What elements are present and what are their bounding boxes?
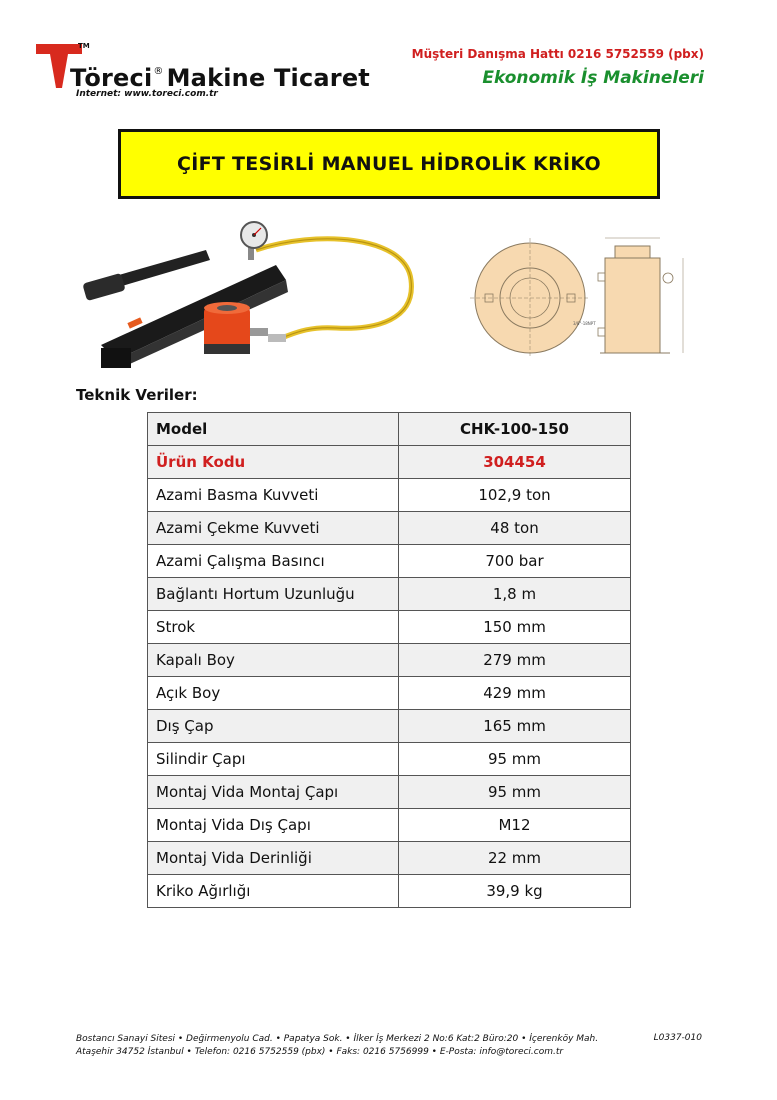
table-row <box>148 809 631 842</box>
spec-label: Montaj Vida Derinliği <box>148 842 399 875</box>
table-row <box>148 842 631 875</box>
spec-value: 1,8 m <box>399 578 631 611</box>
table-row <box>148 875 631 908</box>
spec-table <box>147 412 631 908</box>
table-row <box>148 776 631 809</box>
spec-value: 150 mm <box>399 611 631 644</box>
table-row <box>148 512 631 545</box>
table-header-row <box>148 413 631 446</box>
table-row <box>148 578 631 611</box>
spec-label: Bağlantı Hortum Uzunluğu <box>148 578 399 611</box>
spec-label: Kriko Ağırlığı <box>148 875 399 908</box>
product-code-row <box>148 446 631 479</box>
document-title: ÇİFT TESİRLİ MANUEL HİDROLİK KRİKO <box>118 129 660 199</box>
spec-label: Strok <box>148 611 399 644</box>
document-number: L0337-010 <box>653 1033 702 1043</box>
footer-line-2: Ataşehir 34752 İstanbul • Telefon: 0216 5752559 (pbx) • Faks: 0216 5756999 • E-Posta: info@toreci.com.tr <box>76 1047 564 1057</box>
spec-label: Azami Çekme Kuvveti <box>148 512 399 545</box>
trademark-mark: TM <box>78 42 90 50</box>
model-label: Model <box>148 413 399 446</box>
table-row <box>148 710 631 743</box>
brand-primary: Töreci <box>70 64 153 92</box>
spec-label: Montaj Vida Montaj Çapı <box>148 776 399 809</box>
spec-value: 48 ton <box>399 512 631 545</box>
product-code-label: Ürün Kodu <box>148 446 399 479</box>
brand-secondary: Makine Ticaret <box>166 64 370 92</box>
spec-value: 700 bar <box>399 545 631 578</box>
company-slogan: Ekonomik İş Makineleri <box>482 68 704 88</box>
spec-label: Silindir Çapı <box>148 743 399 776</box>
product-code-value: 304454 <box>399 446 631 479</box>
registered-mark: ® <box>153 66 164 77</box>
footer-line-1: Bostancı Sanayi Sitesi • Değirmenyolu Cad. • Papatya Sok. • İlker İş Merkezi 2 No:6 Kat:2 Büro:20 • İçerenköy Mah. <box>76 1034 599 1044</box>
spec-value: 39,9 kg <box>399 875 631 908</box>
table-row <box>148 743 631 776</box>
spec-value: 429 mm <box>399 677 631 710</box>
footer-address <box>76 1033 598 1059</box>
spec-label: Azami Basma Kuvveti <box>148 479 399 512</box>
spec-label: Montaj Vida Dış Çapı <box>148 809 399 842</box>
spec-label: Kapalı Boy <box>148 644 399 677</box>
table-row <box>148 677 631 710</box>
table-row <box>148 479 631 512</box>
hydraulic-jack-product-image <box>76 210 436 380</box>
spec-value: 279 mm <box>399 644 631 677</box>
table-row <box>148 644 631 677</box>
model-value: CHK-100-150 <box>399 413 631 446</box>
website-link[interactable]: Internet: www.toreci.com.tr <box>76 89 218 99</box>
spec-label: Dış Çap <box>148 710 399 743</box>
spec-value: 22 mm <box>399 842 631 875</box>
spec-value: 165 mm <box>399 710 631 743</box>
technical-drawing-image <box>455 218 690 368</box>
spec-value: 95 mm <box>399 743 631 776</box>
section-label: Teknik Veriler: <box>76 386 198 404</box>
spec-label: Azami Çalışma Basıncı <box>148 545 399 578</box>
brand-name <box>70 64 370 92</box>
table-row <box>148 545 631 578</box>
spec-value: 95 mm <box>399 776 631 809</box>
table-row <box>148 611 631 644</box>
spec-value: M12 <box>399 809 631 842</box>
spec-label: Açık Boy <box>148 677 399 710</box>
customer-hotline: Müşteri Danışma Hattı 0216 5752559 (pbx) <box>411 47 704 61</box>
spec-value: 102,9 ton <box>399 479 631 512</box>
port-size-label: 3/8"-18NPT <box>573 321 596 326</box>
